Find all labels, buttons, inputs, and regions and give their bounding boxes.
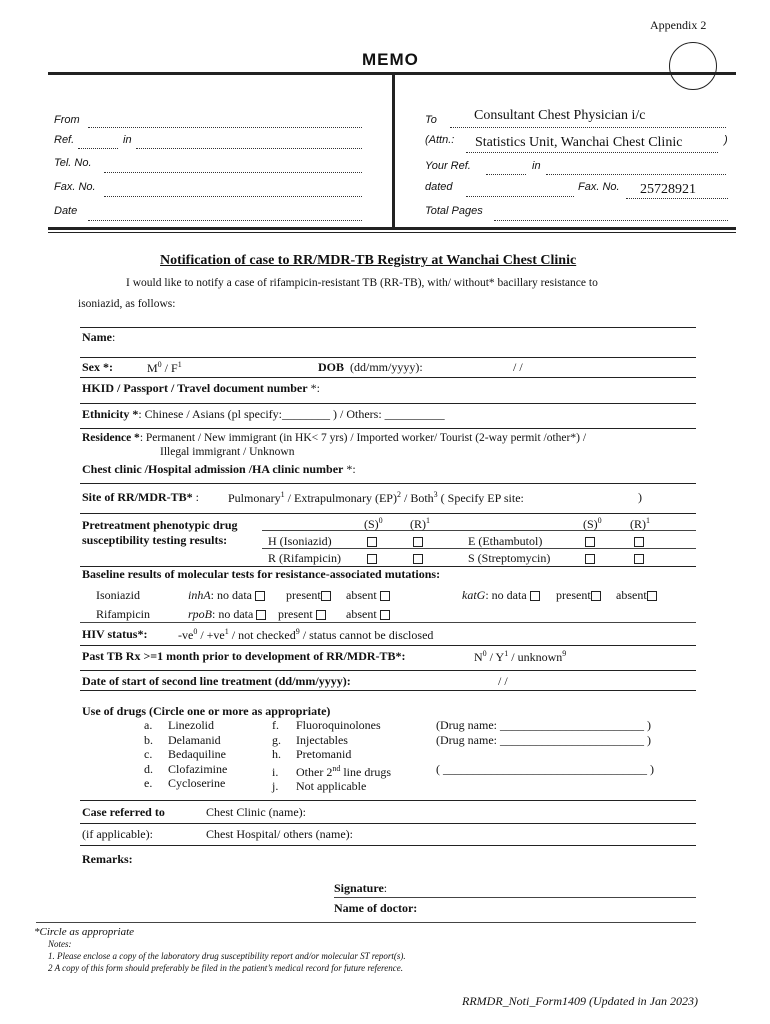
katg-nodata: : no data (485, 588, 527, 602)
sex-f[interactable]: / F (164, 361, 178, 375)
sup: 0 (378, 516, 383, 525)
sup: 0 (157, 360, 162, 369)
katg-absent (616, 588, 657, 603)
sup: 9 (562, 649, 567, 658)
residence-options[interactable]: : Permanent / New immigrant (in HK< 7 yrs) / Imported worker/ Tourist (2-way permit /other*) / (139, 432, 587, 444)
residence-options-2[interactable]: Illegal immigrant / Unknown (160, 446, 295, 458)
sex-row (82, 360, 113, 375)
sup: 0 (482, 649, 487, 658)
hkid-row[interactable] (82, 381, 320, 396)
notes-heading: Notes: (48, 939, 72, 949)
rule (80, 823, 696, 824)
drugs-left-list (144, 718, 227, 791)
rpob-absent-label: absent (346, 607, 377, 621)
drug-name-field-1[interactable]: (Drug name: ________________________ ) (436, 718, 651, 732)
checkbox-s-r[interactable] (634, 551, 644, 566)
site-options[interactable] (228, 490, 524, 506)
drug-fluoroquinolones[interactable]: Fluoroquinolones (296, 718, 381, 732)
drug-key: e. (144, 776, 153, 790)
total-pages-field[interactable] (494, 220, 728, 221)
sup: 1 (280, 490, 285, 499)
drug-key: b. (144, 732, 153, 747)
dst-r-header-2 (630, 516, 650, 532)
drug-key: d. (144, 761, 153, 776)
chest-clinic-tail: *: (343, 462, 356, 476)
fax-no-label: Fax. No. (578, 181, 620, 193)
drug-delamanid[interactable]: Delamanid (168, 732, 221, 747)
rule (36, 922, 696, 923)
chest-clinic-row[interactable] (82, 462, 356, 477)
memo-divider (392, 72, 395, 230)
dst-label-2: susceptibility testing results: (82, 533, 228, 547)
past-tb-n[interactable]: N (474, 650, 483, 664)
rule (80, 403, 696, 404)
checkbox-rpob-absent[interactable] (380, 610, 390, 620)
tel-label: Tel. No. (54, 157, 92, 169)
date-field[interactable] (88, 220, 362, 221)
hiv-not-disclosed[interactable]: / status cannot be disclosed (299, 628, 434, 642)
ref-in-field[interactable] (136, 148, 362, 149)
from-field[interactable] (88, 127, 362, 128)
your-ref-label: Your Ref. (425, 160, 471, 172)
drug-name-field-3[interactable]: ( __________________________________ ) (436, 762, 654, 776)
past-tb-label: Past TB Rx >=1 month prior to development of RR/MDR-TB*: (82, 649, 406, 663)
checkbox-inha-present[interactable] (321, 591, 331, 601)
dob-format: (dd/mm/yyyy): (350, 360, 423, 374)
drug-pretomanid[interactable]: Pretomanid (296, 747, 352, 761)
memo-bottom-rule (48, 227, 736, 230)
rule (80, 483, 696, 484)
your-ref-in-field[interactable] (546, 174, 726, 175)
fax-label: Fax. No. (54, 181, 96, 193)
intro-line-1: I would like to notify a case of rifampicin-resistant TB (RR-TB), with/ without* bacillary resistance to (126, 277, 598, 289)
katg-present-label: present (556, 588, 591, 602)
drug-key: j. (272, 779, 279, 793)
drug-cycloserine[interactable]: Cycloserine (168, 776, 226, 790)
ethnicity-label: Ethnicity * (82, 407, 139, 421)
sup: 1 (504, 649, 509, 658)
referral-hospital[interactable]: Chest Hospital/ others (name): (206, 827, 353, 841)
site-both[interactable]: / Both (400, 491, 434, 505)
sup: nd (332, 763, 341, 773)
doctor-name-label[interactable]: Name of doctor: (334, 901, 418, 915)
dst-drug-h: H (Isoniazid) (268, 534, 332, 548)
site-pulmonary[interactable]: Pulmonary (228, 491, 281, 505)
rule (80, 377, 696, 378)
hiv-pos[interactable]: / +ve (197, 628, 225, 642)
ref-label: Ref. (54, 134, 75, 146)
attn-field[interactable] (466, 152, 718, 153)
ethnicity-row[interactable] (82, 407, 445, 422)
inha-nodata: : no data (210, 588, 252, 602)
name-colon: : (112, 330, 116, 344)
katg-present (556, 588, 601, 603)
signature-row[interactable] (334, 881, 387, 896)
rule (80, 513, 696, 514)
rule (80, 845, 696, 846)
signature-colon: : (383, 881, 388, 895)
drug-not-applicable[interactable]: Not applicable (296, 779, 367, 793)
dob-label: DOB (318, 360, 345, 374)
katg-absent-label: absent (616, 588, 647, 602)
checkbox-e-s[interactable] (585, 534, 595, 549)
checkbox-katg-absent[interactable] (647, 591, 657, 601)
name-row (82, 330, 115, 345)
circle-note: *Circle as appropriate (34, 926, 135, 938)
hiv-label: HIV status*: (82, 627, 148, 641)
your-ref-in-label: in (532, 160, 541, 172)
appendix-label: Appendix 2 (650, 18, 707, 32)
dst-label-1: Pretreatment phenotypic drug (82, 518, 238, 532)
inha-absent-label: absent (346, 588, 377, 602)
date-label: Date (54, 205, 78, 217)
dst-r: (R) (630, 517, 646, 531)
hiv-not-checked[interactable]: / not checked (228, 628, 296, 642)
dst-s: (S) (364, 517, 379, 531)
to-label: To (425, 114, 437, 126)
drug-key: h. (272, 747, 281, 761)
sup: 1 (646, 516, 650, 525)
inha-absent (346, 588, 390, 603)
past-tb-y[interactable]: / Y (486, 650, 505, 664)
signature-label: Signature (334, 881, 384, 895)
sup: 3 (433, 490, 438, 499)
checkbox-h-s[interactable] (367, 534, 377, 549)
inha-present (286, 588, 331, 603)
memo-title: MEMO (362, 50, 419, 69)
past-tb-options[interactable] (474, 649, 566, 665)
gene-rpob: rpoB (188, 607, 212, 621)
start-date-field[interactable]: / / (498, 674, 508, 688)
referral-label-1: Case referred to (82, 805, 165, 819)
dst-r-header (410, 516, 430, 532)
checkbox-r-r[interactable] (413, 551, 423, 566)
from-label: From (54, 114, 80, 126)
residence-row[interactable] (82, 432, 586, 444)
ref-in-label: in (123, 134, 132, 146)
rpob-absent (346, 607, 390, 622)
rule (80, 327, 696, 328)
drug-key: f. (272, 718, 279, 732)
dated-label: dated (425, 181, 453, 193)
checkbox-inha-nodata[interactable] (255, 591, 265, 601)
note-2: 2 A copy of this form should preferably be filed in the patient’s medical record for future reference. (48, 963, 403, 973)
ethnicity-options[interactable]: : Chinese / Asians (pl specify:________ ) / Others: __________ (138, 407, 445, 421)
note-1: 1. Please enclose a copy of the laboratory drug susceptibility report and/or molecular ST report(s). (48, 951, 406, 961)
site-colon: : (192, 490, 199, 504)
sup: 1 (177, 360, 182, 369)
site-row (82, 490, 199, 505)
checkbox-inha-absent[interactable] (380, 591, 390, 601)
referral-label-2: (if applicable): (82, 827, 153, 841)
site-close: ) (638, 490, 642, 504)
hkid-tail: *: (307, 381, 320, 395)
gene-inha: inhA (188, 588, 211, 602)
fax-no-value: 25728921 (640, 182, 696, 197)
hkid-label: HKID / Passport / Travel document number (82, 381, 308, 395)
inha-present-label: present (286, 588, 321, 602)
molecular-heading: Baseline results of molecular tests for resistance-associated mutations: (82, 567, 441, 581)
molecular-rpob (188, 607, 266, 622)
drug-other-tail: line drugs (340, 764, 391, 779)
sup: 0 (597, 516, 602, 525)
rule (80, 645, 696, 646)
drug-key: a. (144, 718, 153, 732)
your-ref-field[interactable] (486, 174, 526, 175)
rule (334, 897, 696, 898)
checkbox-rpob-present[interactable] (316, 610, 326, 620)
rule (80, 690, 696, 691)
sup: 1 (426, 516, 430, 525)
form-title: Notification of case to RR/MDR-TB Registry at Wanchai Chest Clinic (160, 253, 577, 268)
ref-field[interactable] (78, 148, 118, 149)
dst-drug-e: E (Ethambutol) (468, 534, 543, 548)
dst-rule (262, 548, 696, 549)
fax-no-field[interactable] (626, 198, 728, 199)
form-footer: RRMDR_Noti_Form1409 (Updated in Jan 2023) (462, 994, 698, 1008)
page-number-circle (669, 42, 717, 90)
attn-label: (Attn.: (425, 134, 455, 146)
site-ep[interactable]: / Extrapulmonary (EP) (284, 491, 397, 505)
to-value: Consultant Chest Physician i/c (474, 108, 646, 123)
drug-bedaquiline[interactable]: Bedaquiline (168, 747, 226, 761)
drug-key: g. (272, 732, 281, 747)
residence-label: Residence * (82, 432, 140, 444)
sup: 9 (295, 627, 300, 636)
start-date-label: Date of start of second line treatment (dd/mm/yyyy): (82, 674, 351, 688)
drug-other-2nd-line[interactable]: Other 2 (296, 764, 333, 779)
drug-name-field-2[interactable]: (Drug name: ________________________ ) (436, 733, 651, 747)
to-field[interactable] (450, 127, 726, 128)
dst-drug-s: S (Streptomycin) (468, 551, 551, 565)
chest-clinic-label: Chest clinic /Hospital admission /HA clinic number (82, 462, 344, 476)
dst-s-header-2 (583, 516, 602, 532)
molecular-isoniazid: Isoniazid (96, 588, 140, 602)
site-ep-specify[interactable]: ( Specify EP site: (437, 491, 524, 505)
checkbox-katg-present[interactable] (591, 591, 601, 601)
rpob-present-label: present (278, 607, 313, 621)
dst-r: (R) (410, 517, 426, 531)
rpob-nodata: : no data (212, 607, 254, 621)
total-pages-label: Total Pages (425, 205, 483, 217)
memo-top-rule (48, 72, 736, 75)
rule (80, 357, 696, 358)
checkbox-katg-nodata[interactable] (530, 591, 540, 601)
checkbox-rpob-nodata[interactable] (256, 610, 266, 620)
attn-close: ) (724, 134, 728, 146)
attn-value: Statistics Unit, Wanchai Chest Clinic (475, 135, 683, 150)
molecular-inha (188, 588, 265, 603)
checkbox-r-s[interactable] (367, 551, 377, 566)
site-label: Site of RR/MDR-TB* (82, 490, 193, 504)
hiv-neg[interactable]: -ve (178, 628, 194, 642)
sex-options[interactable] (147, 360, 182, 376)
checkbox-s-s[interactable] (585, 551, 595, 566)
sex-m[interactable]: M (147, 361, 158, 375)
past-tb-unknown[interactable]: / unknown (508, 650, 563, 664)
checkbox-e-r[interactable] (634, 534, 644, 549)
drug-injectables[interactable]: Injectables (296, 732, 348, 747)
dst-s: (S) (583, 517, 598, 531)
dob-field[interactable]: / / (513, 360, 523, 374)
drug-key: c. (144, 747, 153, 761)
sup: 0 (193, 627, 198, 636)
name-label: Name (82, 330, 112, 344)
hiv-options[interactable] (178, 627, 433, 643)
fax-field[interactable] (104, 196, 362, 197)
drug-clofazimine[interactable]: Clofazimine (168, 761, 228, 776)
remarks-label: Remarks: (82, 852, 133, 866)
sup: 1 (224, 627, 229, 636)
gene-katg: katG (462, 588, 486, 602)
drug-linezolid[interactable]: Linezolid (168, 718, 214, 732)
checkbox-h-r[interactable] (413, 534, 423, 549)
molecular-katg (462, 588, 540, 603)
memo-bottom-rule-thin (48, 232, 736, 233)
dst-s-header (364, 516, 383, 532)
dated-field[interactable] (466, 196, 574, 197)
intro-line-2: isoniazid, as follows: (78, 298, 176, 310)
rpob-present (278, 607, 326, 622)
sex-label: Sex *: (82, 360, 113, 374)
drugs-heading: Use of drugs (Circle one or more as appropriate) (82, 704, 331, 718)
drug-key: i. (272, 764, 279, 779)
rule (80, 428, 696, 429)
rule (80, 622, 696, 623)
dst-drug-r: R (Rifampicin) (268, 551, 341, 565)
dob-row (318, 360, 423, 375)
tel-field[interactable] (104, 172, 362, 173)
rule (80, 800, 696, 801)
referral-chest-clinic[interactable]: Chest Clinic (name): (206, 805, 306, 819)
sup: 2 (396, 490, 401, 499)
rule (80, 670, 696, 671)
drugs-right-list (272, 718, 391, 794)
molecular-rifampicin: Rifampicin (96, 607, 150, 621)
